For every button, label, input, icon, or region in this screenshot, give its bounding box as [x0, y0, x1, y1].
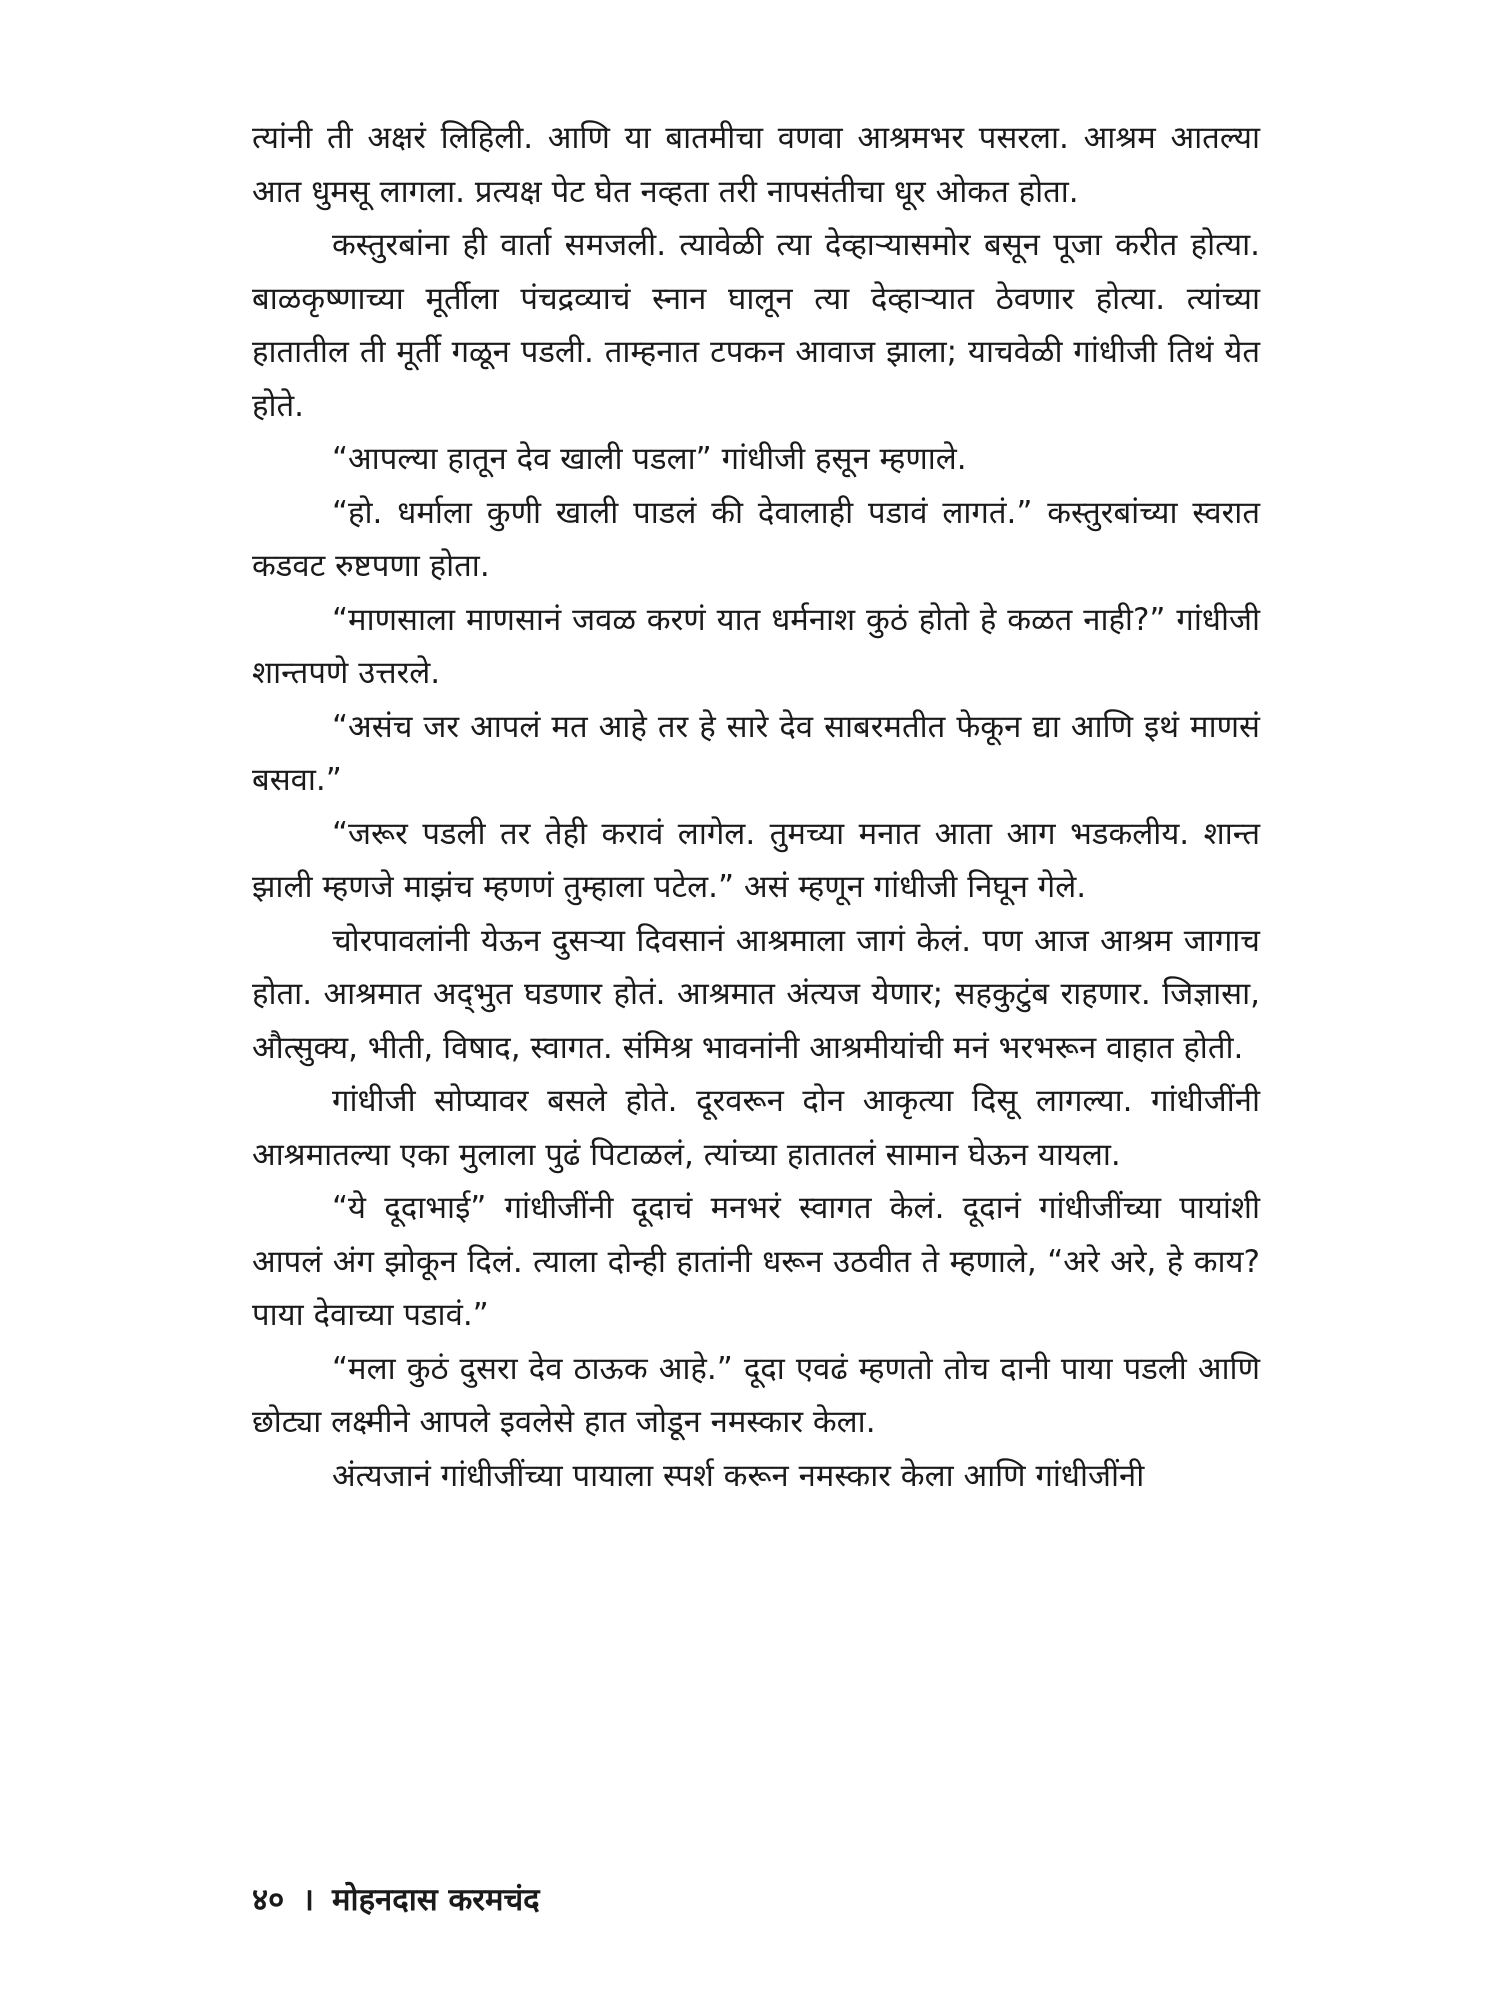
paragraph: “आपल्या हातून देव खाली पडला” गांधीजी हसून म्हणाले.: [332, 441, 967, 477]
paragraph: गांधीजी सोप्यावर बसले होते. दूरवरून दोन आकृत्या दिसू लागल्या. गांधीजींनी आश्रमातल्या एका मुलाला पुढं पिटाळलं, त्यांच्या हातातलं सामान घेऊन यायला.: [252, 1083, 1260, 1173]
page-body: [252, 112, 1260, 1503]
paragraph: “जरूर पडली तर तेही करावं लागेल. तुमच्या मनात आता आग भडकलीय. शान्त झाली म्हणजे माझंच म्हणणं तुम्हाला पटेल.” असं म्हणून गांधीजी निघून गेले.: [252, 815, 1260, 905]
paragraph: चोरपावलांनी येऊन दुसऱ्या दिवसानं आश्रमाला जागं केलं. पण आज आश्रम जागाच होता. आश्रमात अद्‌भुत घडणार होतं. आश्रमात अंत्यज येणार; सहकुटुंब राहणार. जिज्ञासा, औत्सुक्य, भीती, विषाद, स्वागत. संमिश्र भावनांनी आश्रमीयांची मनं भरभरून वाहात होती.: [252, 922, 1260, 1066]
book-title: मोहनदास करमचंद: [332, 1882, 540, 1918]
page-footer: [252, 1880, 540, 1920]
page-number: ४०: [252, 1882, 285, 1918]
paragraph: कस्तुरबांना ही वार्ता समजली. त्यावेळी त्या देव्हाऱ्यासमोर बसून पूजा करीत होत्या. बाळकृष्णाच्या मूर्तीला पंचद्रव्याचं स्नान घालून त्या देव्हाऱ्यात ठेवणार होत्या. त्यांच्या हातातील ती मूर्ती गळून पडली. ताम्हनात टपकन आवाज झाला; याचवेळी गांधीजी तिथं येत होते.: [252, 227, 1260, 424]
paragraph: “मला कुठं दुसरा देव ठाऊक आहे.” दूदा एवढं म्हणतो तोच दानी पाया पडली आणि छोट्या लक्ष्मीने आपले इवलेसे हात जोडून नमस्कार केला.: [252, 1350, 1260, 1440]
paragraph: अंत्यजानं गांधीजींच्या पायाला स्पर्श करून नमस्कार केला आणि गांधीजींनी: [332, 1457, 1145, 1494]
paragraph: त्यांनी ती अक्षरं लिहिली. आणि या बातमीचा वणवा आश्रमभर पसरला. आश्रम आतल्या आत धुमसू लागला. प्रत्यक्ष पेट घेत नव्हता तरी नापसंतीचा धूर ओकत होता.: [252, 120, 1260, 210]
paragraph: “ये दूदाभाई” गांधीजींनी दूदाचं मनभरं स्वागत केलं. दूदानं गांधीजींच्या पायांशी आपलं अंग झोकून दिलं. त्याला दोन्ही हातांनी धरून उठवीत ते म्हणाले, “अरे अरे, हे काय? पाया देवाच्या पडावं.”: [252, 1190, 1260, 1333]
paragraph: “हो. धर्माला कुणी खाली पाडलं की देवालाही पडावं लागतं.” कस्तुरबांच्या स्वरात कडवट रुष्टपणा होता.: [252, 494, 1260, 584]
paragraph: “असंच जर आपलं मत आहे तर हे सारे देव साबरमतीत फेकून द्या आणि इथं माणसं बसवा.”: [252, 708, 1260, 798]
footer-separator: ।: [302, 1882, 314, 1918]
paragraph: “माणसाला माणसानं जवळ करणं यात धर्मनाश कुठं होतो हे कळत नाही?” गांधीजी शान्तपणे उत्तरले.: [252, 601, 1260, 691]
